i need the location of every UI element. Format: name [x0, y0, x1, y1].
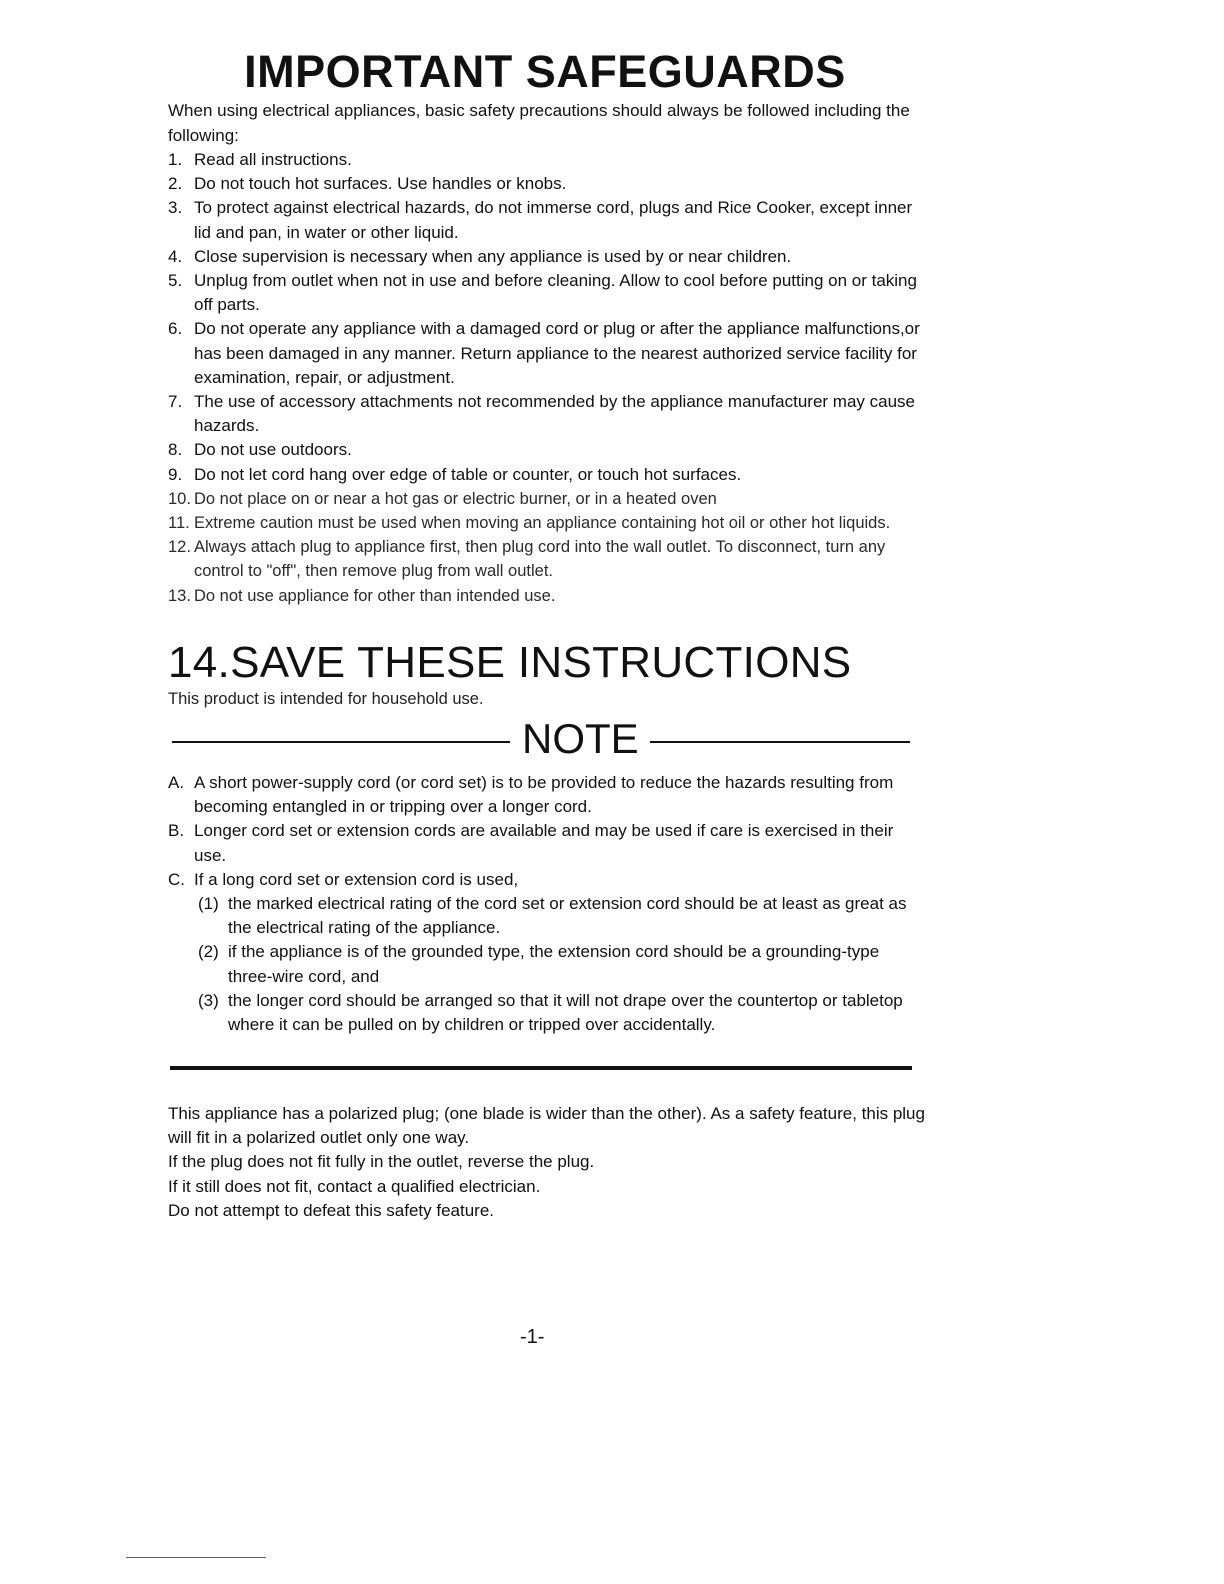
item-text: Read all instructions.	[194, 150, 352, 169]
item-number: 7.	[168, 392, 183, 412]
item-number: 8.	[168, 440, 183, 460]
item-number: 5.	[168, 271, 183, 291]
item-text: Do not operate any appliance with a damaged cord or plug or after the appliance malfunctions,or has been damaged in any manner. Return appliance to the nearest authorized service facility for examination, repair, or adjustment.	[194, 319, 920, 387]
list-item	[168, 511, 928, 535]
list-item	[168, 390, 928, 438]
item-number: 11.	[168, 514, 190, 533]
item-text: Do not place on or near a hot gas or electric burner, or in a heated oven	[194, 489, 717, 508]
item-letter: B.	[168, 821, 185, 841]
list-item	[168, 819, 928, 867]
item-text: Longer cord set or extension cords are available and may be used if care is exercised in their use.	[194, 821, 894, 865]
polarized-line: This appliance has a polarized plug; (one blade is wider than the other). As a safety feature, this plug will fit in a polarized outlet only one way.	[168, 1104, 925, 1148]
list-item	[168, 463, 928, 487]
note-heading-row	[172, 712, 912, 768]
item-text: Always attach plug to appliance first, then plug cord into the wall outlet. To disconnect, turn any control to "off", then remove plug from wall outlet.	[194, 538, 886, 581]
item-text: If a long cord set or extension cord is used,	[194, 869, 519, 889]
note-list	[168, 771, 928, 1037]
note-heading: NOTE	[522, 715, 639, 762]
intro-text: When using electrical appliances, basic safety precautions should always be followed including the following:	[168, 101, 910, 145]
save-instructions-heading: 14.SAVE THESE INSTRUCTIONS	[168, 638, 852, 687]
list-item	[168, 487, 928, 511]
list-item	[168, 868, 928, 1037]
polarized-plug-notice	[168, 1102, 928, 1223]
page-title: IMPORTANT SAFEGUARDS	[244, 46, 846, 97]
polarized-line: If the plug does not fit fully in the outlet, reverse the plug.	[168, 1152, 595, 1172]
list-item	[168, 771, 928, 819]
item-number: 6.	[168, 319, 183, 339]
item-number: (2)	[198, 942, 219, 962]
list-item	[168, 535, 928, 583]
item-text: the longer cord should be arranged so that it will not drape over the countertop or tabletop where it can be pulled on by children or tripped over accidentally.	[228, 990, 903, 1035]
list-item	[168, 148, 928, 172]
list-item	[198, 892, 928, 940]
item-text: Do not use outdoors.	[194, 440, 352, 460]
item-number: 9.	[168, 464, 183, 484]
section-divider	[170, 1066, 912, 1070]
page-number: -1-	[520, 1326, 545, 1348]
list-item	[168, 245, 928, 269]
item-letter: A.	[168, 773, 185, 792]
item-number: 2.	[168, 174, 183, 194]
list-item	[168, 196, 928, 244]
item-text: Extreme caution must be used when moving an appliance containing hot oil or other hot liquids.	[194, 514, 891, 533]
list-item	[168, 438, 928, 462]
item-text: Do not let cord hang over edge of table or counter, or touch hot surfaces.	[194, 464, 742, 484]
item-number: 1.	[168, 150, 183, 169]
note-rule-left	[172, 741, 510, 743]
list-item	[168, 317, 928, 390]
list-item	[168, 172, 928, 196]
item-text: the marked electrical rating of the cord set or extension cord should be at least as great as the electrical rating of the appliance.	[228, 894, 907, 938]
list-item	[168, 269, 928, 317]
list-item	[168, 584, 928, 608]
footer-rule	[126, 1557, 266, 1558]
extension-cord-sublist	[194, 892, 928, 1037]
item-number: (1)	[198, 894, 219, 914]
polarized-line: If it still does not fit, contact a qualified electrician.	[168, 1176, 541, 1196]
safeguards-list	[168, 148, 928, 608]
polarized-line: Do not attempt to defeat this safety feature.	[168, 1200, 495, 1220]
item-text: To protect against electrical hazards, do not immerse cord, plugs and Rice Cooker, except inner lid and pan, in water or other liquid.	[194, 198, 913, 242]
item-number: 4.	[168, 246, 183, 266]
item-letter: C.	[168, 869, 185, 889]
item-text: A short power-supply cord (or cord set) is to be provided to reduce the hazards resulting from becoming entangled in or tripping over a longer cord.	[194, 773, 894, 817]
list-item	[198, 989, 928, 1037]
item-number: 3.	[168, 198, 183, 218]
item-text: The use of accessory attachments not recommended by the appliance manufacturer may cause hazards.	[194, 392, 915, 436]
item-text: Unplug from outlet when not in use and before cleaning. Allow to cool before putting on or taking off parts.	[194, 271, 917, 315]
list-item	[198, 940, 928, 988]
note-rule-right	[650, 741, 910, 743]
item-text: Close supervision is necessary when any appliance is used by or near children.	[194, 246, 792, 266]
item-number: 10.	[168, 489, 191, 508]
item-text: Do not touch hot surfaces. Use handles or knobs.	[194, 174, 567, 194]
household-use-text: This product is intended for household use.	[168, 690, 484, 708]
item-number: 12.	[168, 538, 191, 557]
item-text: Do not use appliance for other than intended use.	[194, 586, 556, 605]
item-number: 13.	[168, 586, 191, 605]
item-text: if the appliance is of the grounded type, the extension cord should be a grounding-type three-wire cord, and	[228, 942, 880, 986]
item-number: (3)	[198, 990, 219, 1010]
